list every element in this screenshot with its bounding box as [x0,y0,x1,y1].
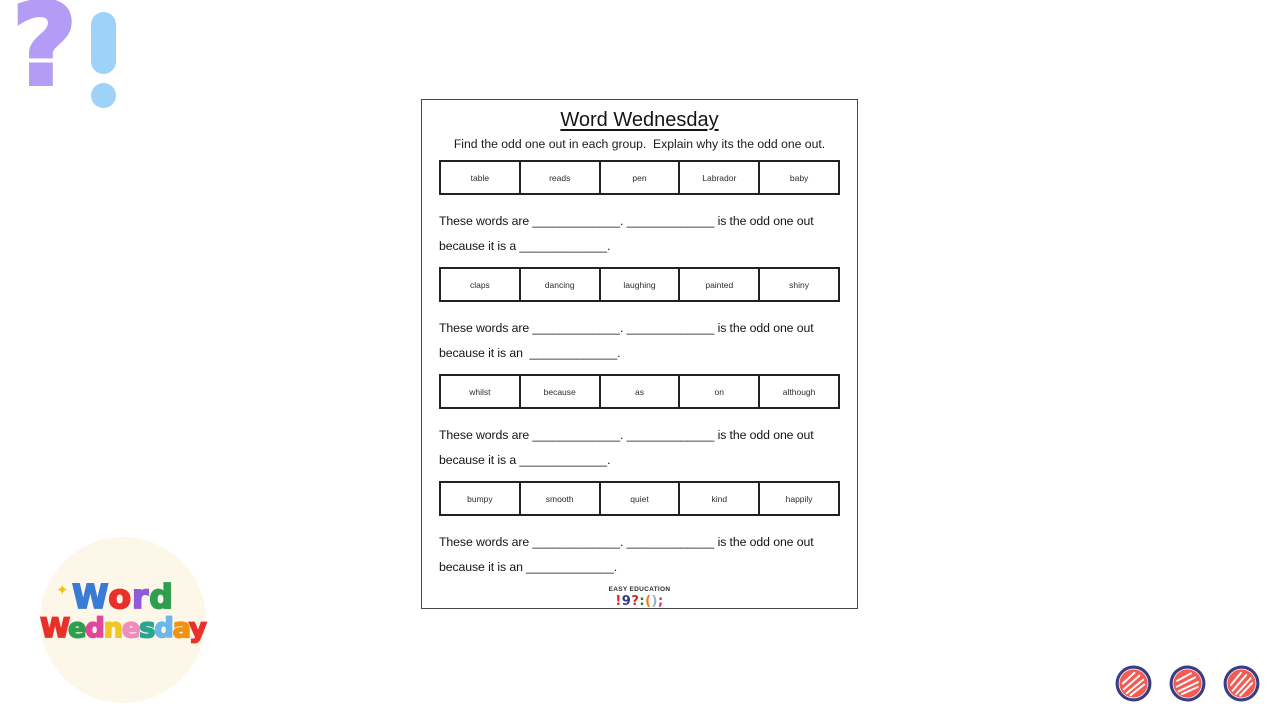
letter-glyph: ? [631,593,640,609]
worksheet-instructions: Find the odd one out in each group. Explain why its the odd one out. [453,137,826,151]
word-table [439,481,840,516]
letter-glyph: e [68,613,86,644]
word-cell: pen [601,162,681,193]
badge-wednesday-line [30,613,216,644]
letter-glyph: W [40,613,69,644]
word-table [439,374,840,409]
word-cell: Labrador [680,162,760,193]
word-cell: smooth [521,483,601,514]
letter-glyph: o [108,577,132,616]
letter-glyph: ; [657,593,664,609]
word-cell: laughing [601,269,681,300]
word-cell: bumpy [441,483,521,514]
word-group-1 [439,160,840,259]
letter-glyph: 9 [621,593,632,609]
word-cell: claps [441,269,521,300]
sentence-line: because it is an _____________. [439,346,621,360]
scribble-circle-icon [1114,664,1153,703]
sentence-block [439,316,840,366]
letter-glyph: e [121,613,140,644]
letter-glyph: d [85,613,104,644]
sentence-block [439,530,840,580]
word-cell: reads [521,162,601,193]
word-group-3 [439,374,840,473]
sentence-line: These words are _____________. _____________ is the odd one out [439,321,814,335]
brand-punctuation-glyphs [439,595,840,608]
sentence-line: because it is an _____________. [439,560,618,574]
letter-glyph: d [154,613,173,644]
exclamation-mark-icon [91,12,117,108]
word-wednesday-badge [40,537,206,703]
word-cell: whilst [441,376,521,407]
sparkle-icon: ✦ [56,582,69,599]
word-table [439,160,840,195]
word-table [439,267,840,302]
word-group-2 [439,267,840,366]
letter-glyph: y [189,613,206,644]
question-mark-icon: ? [12,0,77,111]
letter-glyph: n [103,613,122,644]
word-cell: table [441,162,521,193]
letter-glyph: ) [651,593,658,609]
sentence-line: These words are _____________. _____________ is the odd one out [439,214,814,228]
word-cell: although [782,386,816,397]
sentence-block [439,209,840,259]
word-cell: because [521,376,601,407]
letter-glyph: ! [615,593,622,609]
word-group-4 [439,481,840,580]
sentence-line: because it is a _____________. [439,239,611,253]
scribble-circle-icon [1164,660,1211,707]
letter-glyph: a [172,613,190,644]
sentence-line: These words are _____________. _____________ is the odd one out [439,535,814,549]
stamp-icons [1114,664,1261,703]
sentence-line: because it is a _____________. [439,453,611,467]
question-exclamation-decoration [12,0,117,111]
letter-glyph: W [72,577,109,616]
scribble-circle-icon [1219,661,1263,705]
word-cell: kind [680,483,760,514]
word-cell: dancing [521,269,601,300]
letter-glyph: d [149,577,174,616]
word-cell: as [601,376,681,407]
word-cell: shiny [789,279,809,290]
letter-glyph: : [639,593,646,609]
brand-name: EASY EDUCATION [608,586,671,593]
sentence-block [439,423,840,473]
word-cell: on [680,376,760,407]
word-cell: happily [785,493,813,504]
letter-glyph: ( [645,593,652,609]
worksheet-page [421,99,858,609]
badge-word-line [40,577,206,616]
easy-education-logo [439,587,840,608]
worksheet-title: Word Wednesday [560,109,719,131]
word-cell: quiet [601,483,681,514]
letter-glyph: r [132,577,150,616]
letter-glyph: s [139,613,155,644]
word-cell: painted [680,269,760,300]
sentence-line: These words are _____________. _____________ is the odd one out [439,428,814,442]
word-cell: baby [789,172,809,183]
